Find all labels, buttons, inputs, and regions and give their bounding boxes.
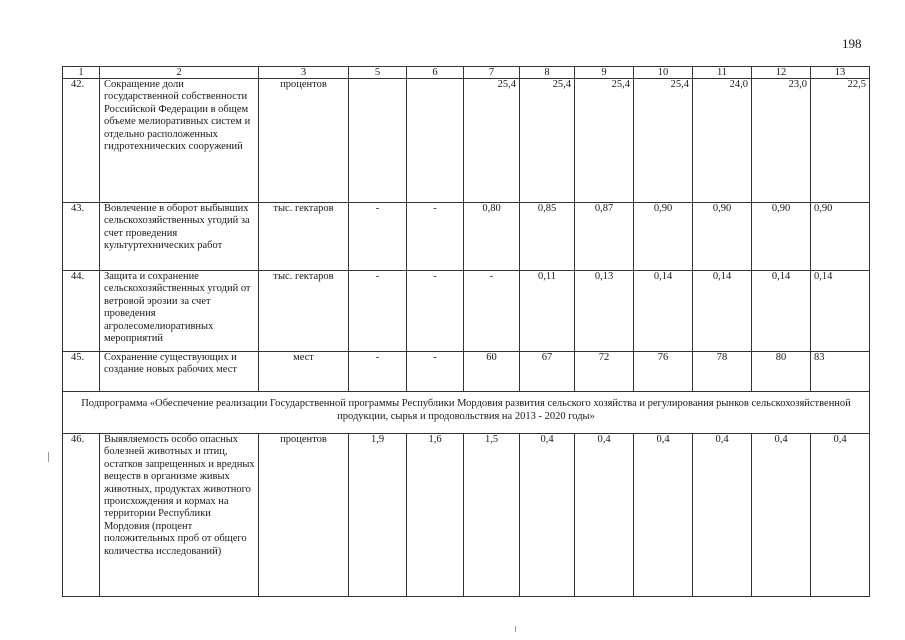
value-cell: 0,90	[634, 203, 693, 271]
scan-mark	[515, 626, 516, 632]
subprogram-title: Подпрограмма «Обеспечение реализации Государственной программы Республики Мордовия развития сельского хозяйства и регулирования рынков сельскохозяйственной продукции, сырья и продовольствия на 2013 - 2020 годы»	[63, 392, 870, 434]
row-number: 46.	[63, 434, 100, 597]
value-cell: 0,90	[811, 203, 870, 271]
value-cell: 25,4	[634, 79, 693, 203]
value-cell: 0,87	[575, 203, 634, 271]
value-cell: 60	[464, 352, 520, 392]
value-cell: 0,13	[575, 271, 634, 352]
indicator-name: Сохранение существующих и создание новых рабочих мест	[100, 352, 259, 392]
value-cell: 22,5	[811, 79, 870, 203]
row-number: 43.	[63, 203, 100, 271]
scan-mark	[48, 452, 49, 462]
value-cell: 67	[520, 352, 575, 392]
indicator-name: Вовлечение в оборот выбывших сельскохозяйственных угодий за счет проведения культуртехнических работ	[100, 203, 259, 271]
table-header-row	[63, 67, 870, 79]
value-cell: 1,9	[349, 434, 407, 597]
unit-cell: тыс. гектаров	[259, 271, 349, 352]
indicators-table	[62, 66, 870, 597]
column-header: 11	[693, 67, 752, 79]
table-row	[63, 203, 870, 271]
value-cell	[349, 79, 407, 203]
value-cell: 0,14	[752, 271, 811, 352]
column-header: 1	[63, 67, 100, 79]
table-row	[63, 271, 870, 352]
value-cell: 78	[693, 352, 752, 392]
table-row	[63, 434, 870, 597]
value-cell: 80	[752, 352, 811, 392]
value-cell: 0,11	[520, 271, 575, 352]
value-cell: 1,6	[407, 434, 464, 597]
column-header: 13	[811, 67, 870, 79]
column-header: 2	[100, 67, 259, 79]
value-cell: 0,4	[752, 434, 811, 597]
value-cell: 25,4	[575, 79, 634, 203]
value-cell: -	[349, 271, 407, 352]
value-cell: 0,14	[634, 271, 693, 352]
indicator-name: Защита и сохранение сельскохозяйственных угодий от ветровой эрозии за счет проведения агролесомелиоративных мероприятий	[100, 271, 259, 352]
value-cell: 83	[811, 352, 870, 392]
value-cell: 0,4	[811, 434, 870, 597]
column-header: 6	[407, 67, 464, 79]
value-cell: -	[407, 352, 464, 392]
page-number: 198	[842, 36, 862, 51]
value-cell: 0,14	[693, 271, 752, 352]
value-cell: -	[349, 203, 407, 271]
value-cell	[407, 79, 464, 203]
unit-cell: процентов	[259, 434, 349, 597]
value-cell: 72	[575, 352, 634, 392]
value-cell: 0,90	[752, 203, 811, 271]
value-cell: -	[407, 271, 464, 352]
value-cell: 0,90	[693, 203, 752, 271]
value-cell: 0,4	[693, 434, 752, 597]
value-cell: 25,4	[520, 79, 575, 203]
value-cell: 0,85	[520, 203, 575, 271]
row-number: 45.	[63, 352, 100, 392]
value-cell: 0,4	[634, 434, 693, 597]
value-cell: 23,0	[752, 79, 811, 203]
value-cell: 1,5	[464, 434, 520, 597]
column-header: 5	[349, 67, 407, 79]
value-cell: 0,4	[575, 434, 634, 597]
value-cell: 0,4	[520, 434, 575, 597]
value-cell: -	[349, 352, 407, 392]
column-header: 10	[634, 67, 693, 79]
subprogram-row	[63, 392, 870, 434]
column-header: 9	[575, 67, 634, 79]
table-row	[63, 79, 870, 203]
value-cell: 25,4	[464, 79, 520, 203]
value-cell: 24,0	[693, 79, 752, 203]
value-cell: 76	[634, 352, 693, 392]
column-header: 7	[464, 67, 520, 79]
unit-cell: процентов	[259, 79, 349, 203]
value-cell: 0,80	[464, 203, 520, 271]
table-row	[63, 352, 870, 392]
column-header: 8	[520, 67, 575, 79]
column-header: 3	[259, 67, 349, 79]
value-cell: -	[407, 203, 464, 271]
value-cell: -	[464, 271, 520, 352]
value-cell: 0,14	[811, 271, 870, 352]
column-header: 12	[752, 67, 811, 79]
indicator-name: Выявляемость особо опасных болезней животных и птиц, остатков запрещенных и вредных веществ в организме живых животных, продуктах животного происхождения и кормах на территории Республики Мордовия (процент положительных проб от общего количества исследований)	[100, 434, 259, 597]
unit-cell: тыс. гектаров	[259, 203, 349, 271]
row-number: 44.	[63, 271, 100, 352]
unit-cell: мест	[259, 352, 349, 392]
row-number: 42.	[63, 79, 100, 203]
indicator-name: Сокращение доли государственной собственности Российской Федерации в общем объеме мелиоративных систем и отдельно расположенных гидротехнических сооружений	[100, 79, 259, 203]
